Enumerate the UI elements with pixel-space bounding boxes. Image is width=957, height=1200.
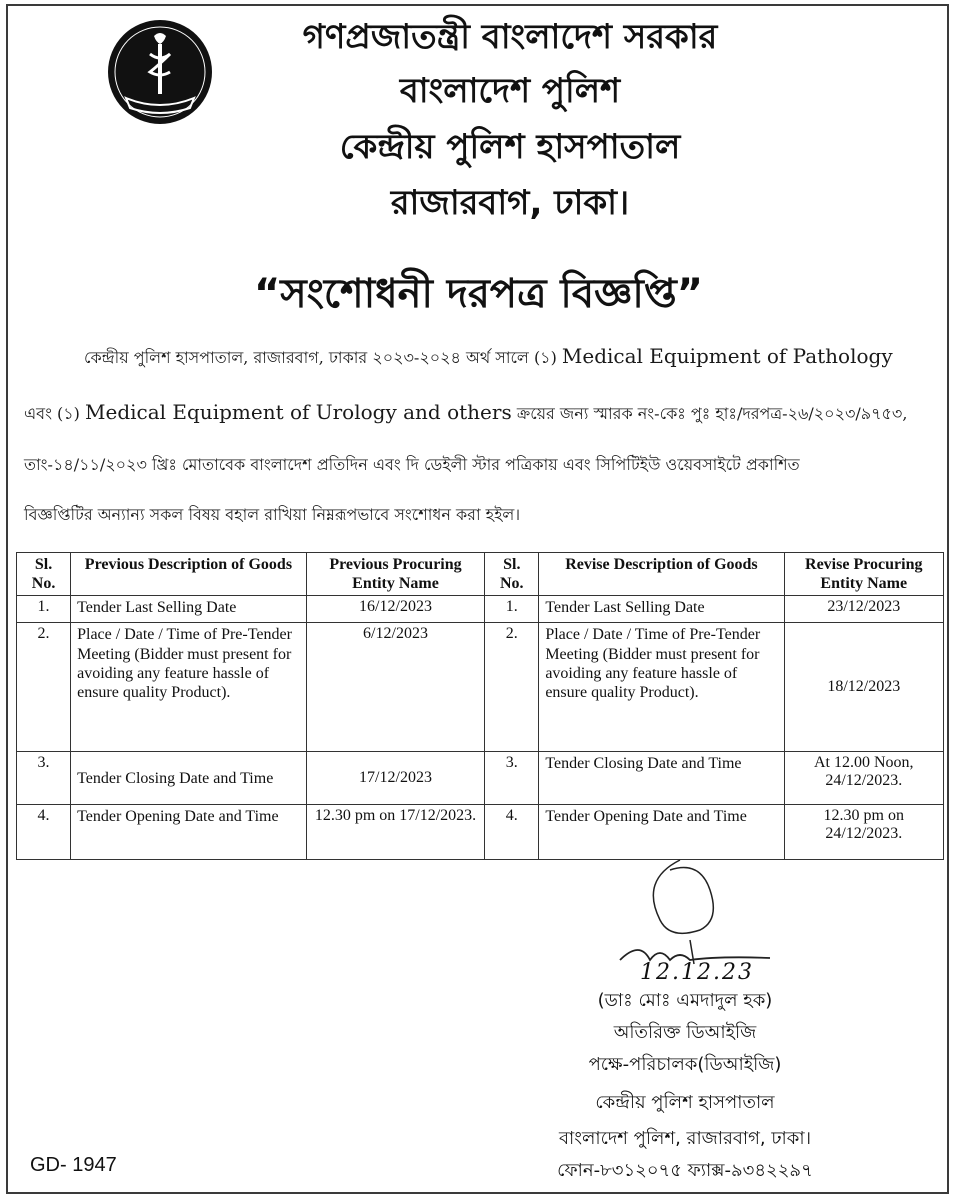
letterhead <box>230 14 790 223</box>
table-cell: 2. <box>17 623 71 752</box>
table-cell: Tender Opening Date and Time <box>539 805 784 860</box>
col-header: Previous Description of Goods <box>71 553 307 596</box>
amendment-table <box>16 552 944 860</box>
table-cell: 18/12/2023 <box>784 623 943 752</box>
signature-date: 12.12.23 <box>640 960 754 985</box>
p2-bangla-a: এবং (১) <box>24 404 80 423</box>
table-cell: 1. <box>17 596 71 623</box>
col-header: Revise Procuring Entity Name <box>784 553 943 596</box>
col-header: Sl. No. <box>17 553 71 596</box>
body-paragraph-3: তাং-১৪/১১/২০২৩ খ্রিঃ মোতাবেক বাংলাদেশ প্রতিদিন এবং দি ডেইলী স্টার পত্রিকায় এবং সিপিটিইউ ওয়েবসাইটে প্রকাশিত <box>24 455 800 474</box>
table-cell: 12.30 pm on 24/12/2023. <box>784 805 943 860</box>
signatory-designation: অতিরিক্ত ডিআইজি <box>613 1022 757 1043</box>
table-cell: Tender Last Selling Date <box>539 596 784 623</box>
table-cell: 23/12/2023 <box>784 596 943 623</box>
signatory-name: (ডাঃ মোঃ এমদাদুল হক) <box>597 990 773 1011</box>
table-cell: Place / Date / Time of Pre-Tender Meeting (Bidder must present for avoiding any feature hassle of ensure quality Product). <box>71 623 307 752</box>
table-cell: 12.30 pm on 17/12/2023. <box>306 805 484 860</box>
table-cell: Tender Closing Date and Time <box>71 752 307 805</box>
p2-bangla-b: ক্রয়ের জন্য স্মারক নং-কেঃ পুঃ হাঃ/দরপত্র-২৬/২০২৩/৯৭৫৩, <box>516 404 908 423</box>
table-header-row <box>17 553 944 596</box>
body-paragraph-4: বিজ্ঞপ্তিটির অন্যান্য সকল বিষয় বহাল রাখিয়া নিম্নরূপভাবে সংশোধন করা হইল। <box>24 505 521 524</box>
table-cell: Place / Date / Time of Pre-Tender Meeting (Bidder must present for avoiding any feature hassle of ensure quality Product). <box>539 623 784 752</box>
gd-number: GD- 1947 <box>30 1154 117 1176</box>
col-header: Previous Procuring Entity Name <box>306 553 484 596</box>
table-cell: Tender Last Selling Date <box>71 596 307 623</box>
table-row <box>17 623 944 752</box>
table-cell: 4. <box>17 805 71 860</box>
header-hospital: কেন্দ্রীয় পুলিশ হাসপাতাল <box>339 127 681 167</box>
col-header: Sl. No. <box>485 553 539 596</box>
signatory-on-behalf: পক্ষে-পরিচালক(ডিআইজি) <box>588 1054 782 1075</box>
body-paragraph-2 <box>24 400 936 428</box>
header-govt: গণপ্রজাতন্ত্রী বাংলাদেশ সরকার <box>302 17 718 57</box>
table-cell: 17/12/2023 <box>306 752 484 805</box>
p1-english: Medical Equipment of Pathology <box>561 344 893 368</box>
header-location: রাজারবাগ, ঢাকা। <box>390 183 630 223</box>
table-cell: At 12.00 Noon, 24/12/2023. <box>784 752 943 805</box>
signatory-address: বাংলাদেশ পুলিশ, রাজারবাগ, ঢাকা। <box>558 1128 812 1149</box>
table-cell: 1. <box>485 596 539 623</box>
table-cell: 2. <box>485 623 539 752</box>
table-cell: 3. <box>17 752 71 805</box>
body-paragraph-1 <box>24 344 936 372</box>
header-police: বাংলাদেশ পুলিশ <box>399 71 621 111</box>
p2-english: Medical Equipment of Urology and others <box>85 400 512 424</box>
table-cell: 6/12/2023 <box>306 623 484 752</box>
signatory-contact: ফোন-৮৩১২০৭৫ ফ্যাক্স-৯৩৪২২৯৭ <box>557 1160 813 1181</box>
table-cell: 4. <box>485 805 539 860</box>
table-cell: 3. <box>485 752 539 805</box>
table-row <box>17 752 944 805</box>
table-cell: 16/12/2023 <box>306 596 484 623</box>
notice-title: “সংশোধনী দরপত্র বিজ্ঞপ্তি” <box>253 271 703 317</box>
signatory-office: কেন্দ্রীয় পুলিশ হাসপাতাল <box>595 1092 775 1113</box>
table-cell: Tender Opening Date and Time <box>71 805 307 860</box>
table-row <box>17 596 944 623</box>
table-cell: Tender Closing Date and Time <box>539 752 784 805</box>
p1-bangla: কেন্দ্রীয় পুলিশ হাসপাতাল, রাজারবাগ, ঢাকার ২০২৩-২০২৪ অর্থ সালে (১) <box>84 348 557 367</box>
col-header: Revise Description of Goods <box>539 553 784 596</box>
police-hospital-logo <box>106 18 214 126</box>
